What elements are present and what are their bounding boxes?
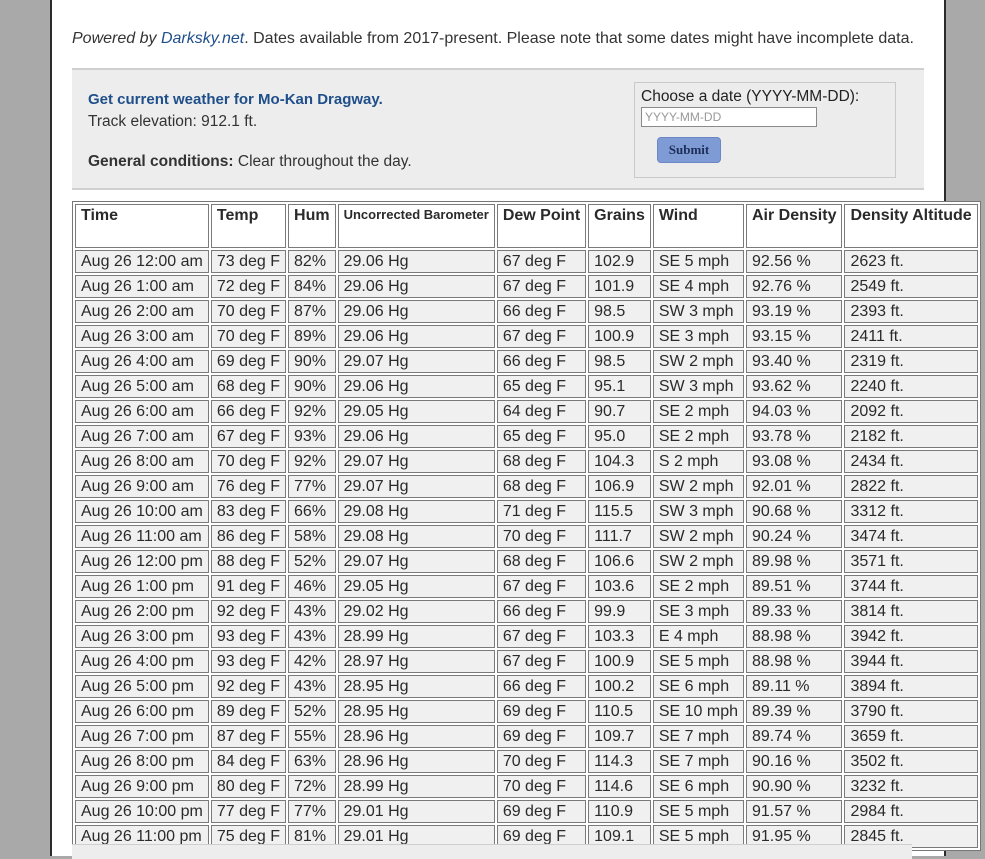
cell-time: Aug 26 1:00 am xyxy=(75,275,209,298)
table-row xyxy=(75,475,978,498)
cell-time: Aug 26 6:00 am xyxy=(75,400,209,423)
cell-temp: 70 deg F xyxy=(211,325,286,348)
cell-baro: 29.02 Hg xyxy=(338,600,495,623)
powered-suffix: . Dates available from 2017-present. Please note that some dates might have incomplete data. xyxy=(244,30,914,47)
cell-dew: 70 deg F xyxy=(497,750,586,773)
cell-grains: 110.9 xyxy=(588,800,651,823)
table-row xyxy=(75,325,978,348)
table-row xyxy=(75,625,978,648)
cell-air: 92.56 % xyxy=(746,250,842,273)
date-label: Choose a date (YYYY-MM-DD): xyxy=(641,88,860,105)
cell-baro: 29.06 Hg xyxy=(338,375,495,398)
table-header-row xyxy=(75,204,978,248)
table-row xyxy=(75,400,978,423)
column-header-wind: Wind xyxy=(653,204,744,248)
cell-temp: 80 deg F xyxy=(211,775,286,798)
cell-da: 3744 ft. xyxy=(844,575,977,598)
cell-time: Aug 26 11:00 am xyxy=(75,525,209,548)
cell-baro: 28.96 Hg xyxy=(338,750,495,773)
cell-grains: 100.9 xyxy=(588,325,651,348)
cell-dew: 68 deg F xyxy=(497,475,586,498)
cell-time: Aug 26 8:00 am xyxy=(75,450,209,473)
cell-dew: 67 deg F xyxy=(497,250,586,273)
cell-dew: 66 deg F xyxy=(497,600,586,623)
cell-air: 91.95 % xyxy=(746,825,842,848)
cell-time: Aug 26 4:00 pm xyxy=(75,650,209,673)
table-row xyxy=(75,650,978,673)
cell-air: 90.16 % xyxy=(746,750,842,773)
cell-da: 3502 ft. xyxy=(844,750,977,773)
cell-temp: 75 deg F xyxy=(211,825,286,848)
cell-air: 90.90 % xyxy=(746,775,842,798)
table-row xyxy=(75,450,978,473)
table-row xyxy=(75,300,978,323)
cell-wind: SE 5 mph xyxy=(653,650,744,673)
cell-da: 2822 ft. xyxy=(844,475,977,498)
table-row xyxy=(75,600,978,623)
cell-wind: SW 2 mph xyxy=(653,475,744,498)
table-row xyxy=(75,350,978,373)
cell-hum: 81% xyxy=(288,825,336,848)
cell-da: 3814 ft. xyxy=(844,600,977,623)
cell-da: 3894 ft. xyxy=(844,675,977,698)
cell-hum: 87% xyxy=(288,300,336,323)
cell-hum: 58% xyxy=(288,525,336,548)
cell-da: 3659 ft. xyxy=(844,725,977,748)
cell-grains: 98.5 xyxy=(588,300,651,323)
cell-grains: 115.5 xyxy=(588,500,651,523)
cell-wind: E 4 mph xyxy=(653,625,744,648)
cell-da: 2623 ft. xyxy=(844,250,977,273)
cell-temp: 93 deg F xyxy=(211,625,286,648)
cell-baro: 28.97 Hg xyxy=(338,650,495,673)
cell-grains: 102.9 xyxy=(588,250,651,273)
cell-da: 2549 ft. xyxy=(844,275,977,298)
cell-grains: 114.3 xyxy=(588,750,651,773)
cell-hum: 77% xyxy=(288,475,336,498)
cell-grains: 104.3 xyxy=(588,450,651,473)
cell-hum: 43% xyxy=(288,625,336,648)
cell-time: Aug 26 10:00 am xyxy=(75,500,209,523)
cell-baro: 29.08 Hg xyxy=(338,500,495,523)
cell-temp: 68 deg F xyxy=(211,375,286,398)
cell-dew: 66 deg F xyxy=(497,300,586,323)
cell-hum: 43% xyxy=(288,600,336,623)
table-row xyxy=(75,800,978,823)
cell-wind: SE 2 mph xyxy=(653,425,744,448)
cell-temp: 92 deg F xyxy=(211,600,286,623)
cell-hum: 52% xyxy=(288,550,336,573)
cell-baro: 28.99 Hg xyxy=(338,775,495,798)
column-header-time: Time xyxy=(75,204,209,248)
cell-wind: SE 5 mph xyxy=(653,800,744,823)
cell-hum: 55% xyxy=(288,725,336,748)
cell-grains: 103.3 xyxy=(588,625,651,648)
table-row xyxy=(75,250,978,273)
cell-grains: 95.0 xyxy=(588,425,651,448)
cell-baro: 29.06 Hg xyxy=(338,425,495,448)
cell-da: 2319 ft. xyxy=(844,350,977,373)
cell-da: 2240 ft. xyxy=(844,375,977,398)
cell-wind: SE 7 mph xyxy=(653,725,744,748)
cell-baro: 29.06 Hg xyxy=(338,300,495,323)
cell-hum: 82% xyxy=(288,250,336,273)
cell-da: 3571 ft. xyxy=(844,550,977,573)
cell-air: 89.51 % xyxy=(746,575,842,598)
cell-hum: 46% xyxy=(288,575,336,598)
cell-air: 93.40 % xyxy=(746,350,842,373)
cell-grains: 100.9 xyxy=(588,650,651,673)
conditions-value: Clear throughout the day. xyxy=(237,153,412,170)
cell-temp: 84 deg F xyxy=(211,750,286,773)
cell-temp: 86 deg F xyxy=(211,525,286,548)
table-row xyxy=(75,375,978,398)
cell-grains: 111.7 xyxy=(588,525,651,548)
cell-time: Aug 26 11:00 pm xyxy=(75,825,209,848)
table-row xyxy=(75,525,978,548)
cell-hum: 43% xyxy=(288,675,336,698)
cell-grains: 114.6 xyxy=(588,775,651,798)
cell-baro: 29.07 Hg xyxy=(338,550,495,573)
cell-grains: 109.7 xyxy=(588,725,651,748)
info-panel xyxy=(72,68,924,190)
cell-air: 90.24 % xyxy=(746,525,842,548)
cell-baro: 28.99 Hg xyxy=(338,625,495,648)
cell-time: Aug 26 12:00 am xyxy=(75,250,209,273)
cell-da: 2411 ft. xyxy=(844,325,977,348)
cell-air: 92.76 % xyxy=(746,275,842,298)
cell-dew: 67 deg F xyxy=(497,575,586,598)
cell-air: 89.11 % xyxy=(746,675,842,698)
cell-time: Aug 26 7:00 am xyxy=(75,425,209,448)
cell-temp: 67 deg F xyxy=(211,425,286,448)
cell-dew: 69 deg F xyxy=(497,800,586,823)
weather-table-wrapper xyxy=(72,201,981,851)
table-row xyxy=(75,550,978,573)
cell-air: 89.74 % xyxy=(746,725,842,748)
cell-grains: 100.2 xyxy=(588,675,651,698)
cell-dew: 66 deg F xyxy=(497,675,586,698)
cell-hum: 63% xyxy=(288,750,336,773)
cell-grains: 103.6 xyxy=(588,575,651,598)
cell-air: 89.39 % xyxy=(746,700,842,723)
cell-air: 94.03 % xyxy=(746,400,842,423)
cell-time: Aug 26 5:00 pm xyxy=(75,675,209,698)
cell-dew: 66 deg F xyxy=(497,350,586,373)
cell-wind: SE 7 mph xyxy=(653,750,744,773)
cell-hum: 66% xyxy=(288,500,336,523)
cell-hum: 92% xyxy=(288,400,336,423)
cell-baro: 29.05 Hg xyxy=(338,575,495,598)
cell-grains: 99.9 xyxy=(588,600,651,623)
cell-time: Aug 26 9:00 pm xyxy=(75,775,209,798)
cell-dew: 67 deg F xyxy=(497,625,586,648)
cell-baro: 29.07 Hg xyxy=(338,475,495,498)
cell-wind: SE 6 mph xyxy=(653,775,744,798)
cell-grains: 90.7 xyxy=(588,400,651,423)
column-header-dew: Dew Point xyxy=(497,204,586,248)
cell-wind: SW 2 mph xyxy=(653,550,744,573)
cell-time: Aug 26 3:00 pm xyxy=(75,625,209,648)
cell-baro: 29.07 Hg xyxy=(338,450,495,473)
submit-button[interactable]: Submit xyxy=(657,137,721,163)
cell-da: 3942 ft. xyxy=(844,625,977,648)
cell-temp: 72 deg F xyxy=(211,275,286,298)
cell-baro: 28.96 Hg xyxy=(338,725,495,748)
cell-hum: 93% xyxy=(288,425,336,448)
cell-dew: 65 deg F xyxy=(497,425,586,448)
cell-dew: 68 deg F xyxy=(497,550,586,573)
cell-temp: 91 deg F xyxy=(211,575,286,598)
cell-da: 2984 ft. xyxy=(844,800,977,823)
column-header-da: Density Altitude xyxy=(844,204,977,248)
cell-air: 93.78 % xyxy=(746,425,842,448)
cell-time: Aug 26 2:00 am xyxy=(75,300,209,323)
page-content xyxy=(50,0,972,856)
cell-dew: 70 deg F xyxy=(497,775,586,798)
cell-wind: SE 10 mph xyxy=(653,700,744,723)
cell-air: 88.98 % xyxy=(746,625,842,648)
table-row xyxy=(75,700,978,723)
cell-da: 2092 ft. xyxy=(844,400,977,423)
cell-wind: SE 3 mph xyxy=(653,600,744,623)
cell-temp: 69 deg F xyxy=(211,350,286,373)
cell-hum: 90% xyxy=(288,375,336,398)
cell-dew: 67 deg F xyxy=(497,275,586,298)
cell-da: 3790 ft. xyxy=(844,700,977,723)
cell-baro: 28.95 Hg xyxy=(338,675,495,698)
cell-air: 88.98 % xyxy=(746,650,842,673)
cell-temp: 92 deg F xyxy=(211,675,286,698)
cell-grains: 106.9 xyxy=(588,475,651,498)
cell-da: 3232 ft. xyxy=(844,775,977,798)
cell-baro: 29.08 Hg xyxy=(338,525,495,548)
powered-by-line xyxy=(72,30,914,48)
cell-time: Aug 26 12:00 pm xyxy=(75,550,209,573)
cell-wind: SW 3 mph xyxy=(653,375,744,398)
cell-dew: 69 deg F xyxy=(497,825,586,848)
table-body xyxy=(75,250,978,848)
cell-wind: SE 5 mph xyxy=(653,825,744,848)
column-header-air: Air Density xyxy=(746,204,842,248)
cell-wind: SE 6 mph xyxy=(653,675,744,698)
cell-grains: 109.1 xyxy=(588,825,651,848)
cell-da: 3312 ft. xyxy=(844,500,977,523)
cell-time: Aug 26 5:00 am xyxy=(75,375,209,398)
cell-temp: 93 deg F xyxy=(211,650,286,673)
cell-wind: SE 4 mph xyxy=(653,275,744,298)
cell-da: 3944 ft. xyxy=(844,650,977,673)
cell-time: Aug 26 3:00 am xyxy=(75,325,209,348)
cell-temp: 70 deg F xyxy=(211,450,286,473)
conditions-label: General conditions: xyxy=(88,153,234,170)
cell-dew: 68 deg F xyxy=(497,450,586,473)
cell-air: 89.98 % xyxy=(746,550,842,573)
cell-dew: 69 deg F xyxy=(497,700,586,723)
cell-wind: SW 2 mph xyxy=(653,525,744,548)
cell-wind: SW 3 mph xyxy=(653,300,744,323)
cell-grains: 110.5 xyxy=(588,700,651,723)
cell-hum: 92% xyxy=(288,450,336,473)
cell-air: 89.33 % xyxy=(746,600,842,623)
cell-temp: 87 deg F xyxy=(211,725,286,748)
date-input[interactable] xyxy=(641,107,817,127)
cell-grains: 98.5 xyxy=(588,350,651,373)
column-header-hum: Hum xyxy=(288,204,336,248)
cell-wind: SE 2 mph xyxy=(653,400,744,423)
cell-time: Aug 26 7:00 pm xyxy=(75,725,209,748)
cell-wind: SW 3 mph xyxy=(653,500,744,523)
cell-hum: 77% xyxy=(288,800,336,823)
powered-prefix: Powered by xyxy=(72,30,157,47)
table-row xyxy=(75,500,978,523)
cell-dew: 69 deg F xyxy=(497,725,586,748)
cell-time: Aug 26 6:00 pm xyxy=(75,700,209,723)
cell-time: Aug 26 1:00 pm xyxy=(75,575,209,598)
cell-air: 92.01 % xyxy=(746,475,842,498)
cell-baro: 29.06 Hg xyxy=(338,275,495,298)
cell-baro: 29.01 Hg xyxy=(338,825,495,848)
cell-temp: 88 deg F xyxy=(211,550,286,573)
column-header-temp: Temp xyxy=(211,204,286,248)
cell-temp: 66 deg F xyxy=(211,400,286,423)
cell-grains: 101.9 xyxy=(588,275,651,298)
cell-wind: SE 2 mph xyxy=(653,575,744,598)
cell-dew: 67 deg F xyxy=(497,650,586,673)
table-row xyxy=(75,575,978,598)
cell-baro: 28.95 Hg xyxy=(338,700,495,723)
cell-dew: 67 deg F xyxy=(497,325,586,348)
cell-dew: 71 deg F xyxy=(497,500,586,523)
cell-hum: 52% xyxy=(288,700,336,723)
cell-temp: 89 deg F xyxy=(211,700,286,723)
cell-time: Aug 26 2:00 pm xyxy=(75,600,209,623)
cell-time: Aug 26 9:00 am xyxy=(75,475,209,498)
cell-grains: 95.1 xyxy=(588,375,651,398)
cell-temp: 70 deg F xyxy=(211,300,286,323)
date-chooser xyxy=(634,82,896,178)
current-weather-link[interactable]: Get current weather for Mo-Kan Dragway. xyxy=(88,91,383,108)
cell-air: 93.62 % xyxy=(746,375,842,398)
table-row xyxy=(75,750,978,773)
cell-dew: 64 deg F xyxy=(497,400,586,423)
cell-hum: 90% xyxy=(288,350,336,373)
table-row xyxy=(75,775,978,798)
general-conditions xyxy=(88,153,412,171)
cell-baro: 29.01 Hg xyxy=(338,800,495,823)
footer-panel xyxy=(72,844,912,859)
cell-wind: SE 5 mph xyxy=(653,250,744,273)
cell-dew: 70 deg F xyxy=(497,525,586,548)
cell-air: 93.15 % xyxy=(746,325,842,348)
cell-baro: 29.05 Hg xyxy=(338,400,495,423)
cell-hum: 42% xyxy=(288,650,336,673)
cell-time: Aug 26 4:00 am xyxy=(75,350,209,373)
cell-baro: 29.07 Hg xyxy=(338,350,495,373)
column-header-baro: Uncorrected Barometer xyxy=(338,204,495,248)
cell-grains: 106.6 xyxy=(588,550,651,573)
table-row xyxy=(75,675,978,698)
darksky-link[interactable]: Darksky.net xyxy=(160,30,245,47)
cell-baro: 29.06 Hg xyxy=(338,250,495,273)
table-row xyxy=(75,425,978,448)
cell-time: Aug 26 8:00 pm xyxy=(75,750,209,773)
cell-hum: 89% xyxy=(288,325,336,348)
cell-time: Aug 26 10:00 pm xyxy=(75,800,209,823)
cell-da: 2393 ft. xyxy=(844,300,977,323)
cell-da: 3474 ft. xyxy=(844,525,977,548)
column-header-grains: Grains xyxy=(588,204,651,248)
cell-dew: 65 deg F xyxy=(497,375,586,398)
table-row xyxy=(75,725,978,748)
cell-temp: 73 deg F xyxy=(211,250,286,273)
cell-temp: 76 deg F xyxy=(211,475,286,498)
weather-table xyxy=(72,201,981,851)
cell-air: 93.19 % xyxy=(746,300,842,323)
table-row xyxy=(75,275,978,298)
cell-da: 2845 ft. xyxy=(844,825,977,848)
cell-temp: 83 deg F xyxy=(211,500,286,523)
cell-air: 91.57 % xyxy=(746,800,842,823)
cell-temp: 77 deg F xyxy=(211,800,286,823)
cell-hum: 72% xyxy=(288,775,336,798)
cell-da: 2182 ft. xyxy=(844,425,977,448)
track-elevation: Track elevation: 912.1 ft. xyxy=(88,113,258,130)
cell-hum: 84% xyxy=(288,275,336,298)
cell-air: 93.08 % xyxy=(746,450,842,473)
cell-wind: S 2 mph xyxy=(653,450,744,473)
cell-air: 90.68 % xyxy=(746,500,842,523)
cell-wind: SW 2 mph xyxy=(653,350,744,373)
cell-wind: SE 3 mph xyxy=(653,325,744,348)
cell-da: 2434 ft. xyxy=(844,450,977,473)
cell-baro: 29.06 Hg xyxy=(338,325,495,348)
